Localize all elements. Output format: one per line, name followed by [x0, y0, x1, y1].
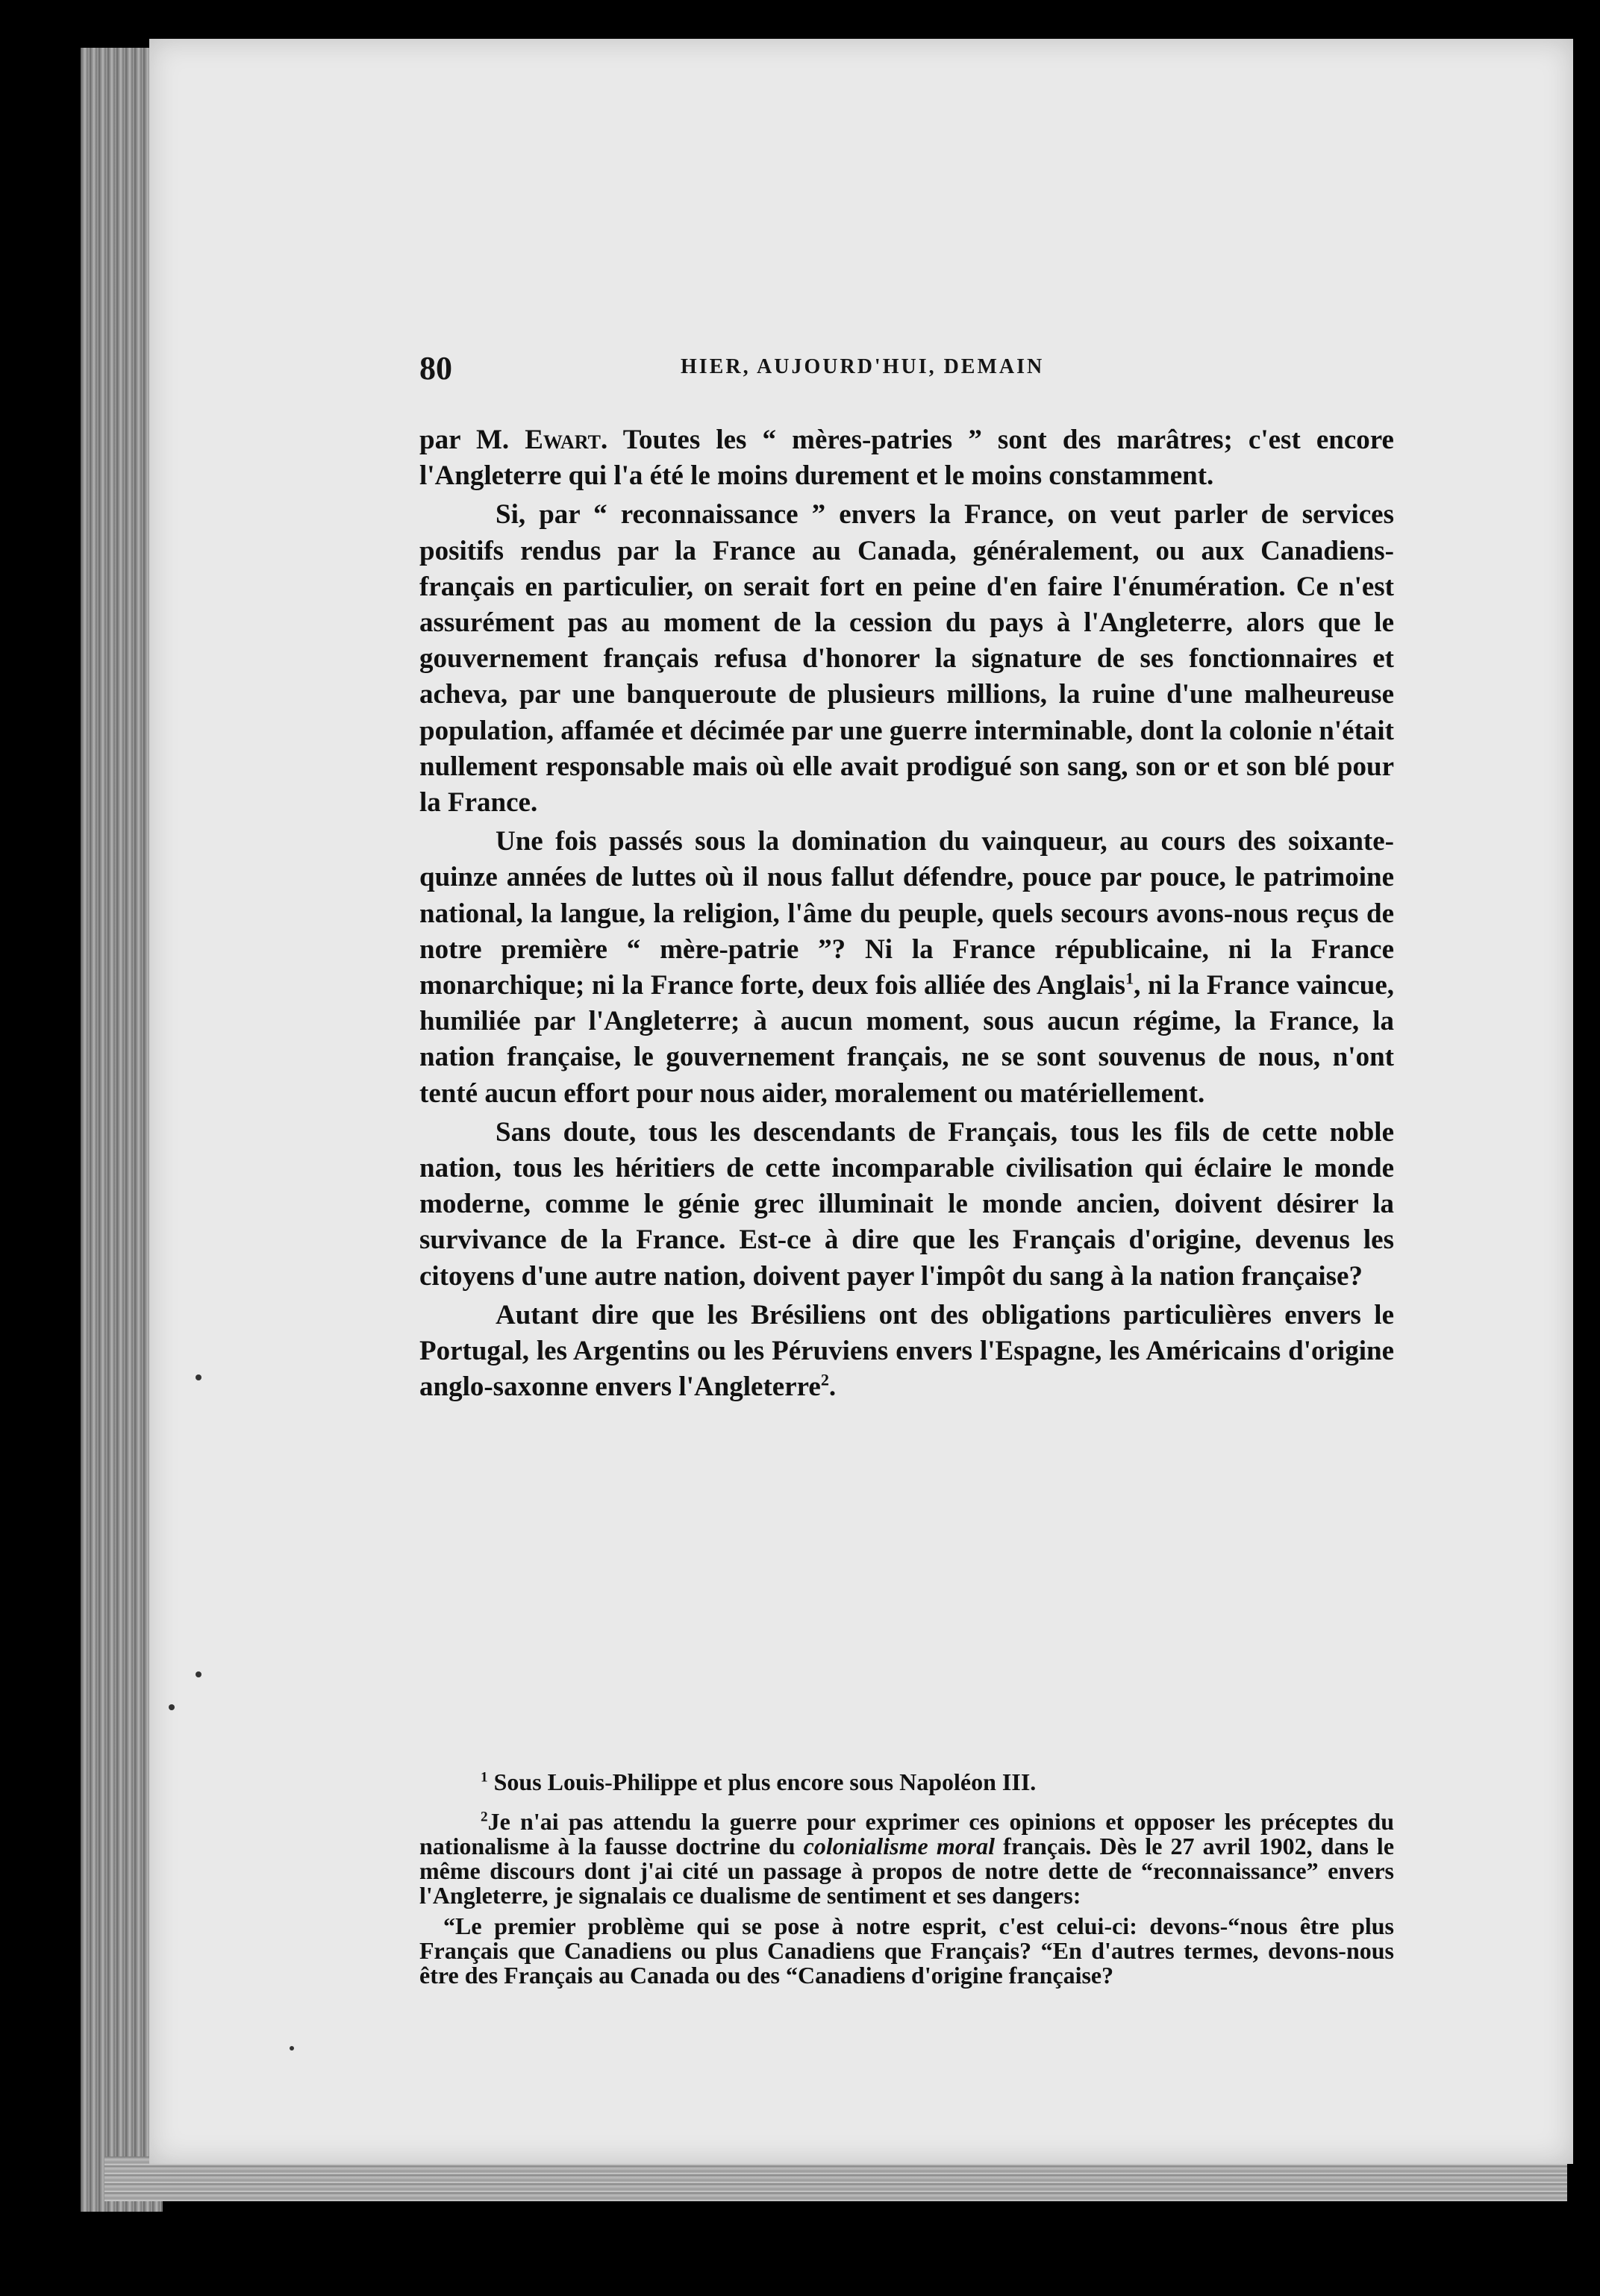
paragraph-3-text-after: , ni la France vaincue, humiliée par l'Angleterre; à aucun moment, sous aucun régime, la France, la nation française, le gouvernement français, ne se sont souvenus de nous, n'ont tenté aucun effort pour nous aider, moralement ou matériellement. — [419, 970, 1394, 1109]
footnote-1-mark: 1 — [481, 1769, 488, 1786]
footnote-ref-1[interactable]: 1 — [1125, 969, 1134, 988]
margin-speck — [196, 1671, 201, 1677]
footnote-2-text-after: français. Dès le 27 avril 1902, dans le même discours dont j'ai cité un passage à propos de notre dette de “reconnaissance” envers l'Angleterre, je signalais ce dualisme de sentiment et ses dangers: — [419, 1833, 1395, 1909]
margin-speck — [290, 2046, 294, 2051]
margin-speck — [196, 1374, 201, 1380]
paragraph-2: Si, par “ reconnaissance ” envers la France, on veut parler de services positifs rendus par la France au Canada, généralement, ou aux Canadiens-français en particulier, on serait fort en peine d'en faire l'énumération. Ce n'est assurément pas au moment de la cession du pays à l'Angleterre, alors que le gouvernement français refusa d'honorer la signature de ses fonctionnaires et acheva, par une banqueroute de plusieurs millions, la ruine d'une malheureuse population, affamée et décimée par une guerre interminable, dont la colonie n'était nullement responsable mais où elle avait prodigué son sang, son or et son blé pour la France. — [419, 499, 1394, 819]
body-text — [419, 422, 1394, 1405]
page-header — [419, 349, 1173, 394]
paragraph-1 — [419, 422, 1394, 494]
footnote-2 — [419, 1809, 1394, 1908]
paragraph-5 — [419, 1298, 1394, 1406]
paragraph-5-text-before: Autant dire que les Brésiliens ont des obligations particulières envers le Portugal, les Argentins ou les Péruviens envers l'Espagne, les Américains d'origine anglo-saxonne envers l'Angleterre — [419, 1299, 1394, 1403]
footnotes — [419, 1770, 1394, 1988]
paragraph-3-text-before: Une fois passés sous la domination du vainqueur, au cours des soixante-quinze années de luttes où il nous fallut défendre, pouce par pouce, le patrimoine national, la langue, la religion, l'âme du peuple, quels secours avons-nous reçus de notre première “ mère-patrie ”? Ni la France républicaine, ni la France monarchique; ni la France forte, deux fois alliée des Anglais — [419, 826, 1394, 1001]
footnote-2-mark: 2 — [481, 1809, 488, 1825]
paragraph-1-text-before: par M. — [419, 425, 525, 455]
paragraph-5-text-after: . — [828, 1371, 837, 1403]
footnote-2-quote: “Le premier problème qui se pose à notre esprit, c'est celui-ci: devons-“nous être plus Français que Canadiens ou plus Canadiens que Français? “En d'autres termes, devons-nous être des Français au Canada ou des “Canadiens d'origine française? — [419, 1912, 1394, 1989]
footnote-2-text-before: Je n'ai pas attendu la guerre pour exprimer ces opinions et opposer les préceptes du nationalisme à la fausse doctrine du — [419, 1808, 1394, 1859]
footnote-1 — [419, 1770, 1394, 1795]
paragraph-3 — [419, 824, 1394, 1112]
author-name-ewart: Ewart — [525, 425, 601, 455]
paragraph-1-text-after: . Toutes les “ mères-patries ” sont des marâtres; c'est encore l'Angleterre qui l'a été le moins durement et le moins constamment. — [419, 425, 1394, 492]
running-title: HIER, AUJOURD'HUI, DEMAIN — [681, 355, 1045, 378]
footnote-2-italic-term: colonialisme moral — [803, 1833, 996, 1859]
margin-speck — [169, 1704, 175, 1710]
paragraph-4: Sans doute, tous les descendants de Français, tous les fils de cette noble nation, tous les héritiers de cette incomparable civilisation qui éclaire le monde moderne, comme le génie grec illuminait le monde ancien, doivent désirer la survivance de la France. Est-ce à dire que les Français d'origine, devenus les citoyens d'une autre nation, doivent payer l'impôt du sang à la nation française? — [419, 1116, 1394, 1292]
footnote-1-text: Sous Louis-Philippe et plus encore sous Napoléon III. — [487, 1768, 1037, 1795]
footnote-ref-2[interactable]: 2 — [820, 1370, 829, 1389]
page-number: 80 — [419, 350, 452, 387]
